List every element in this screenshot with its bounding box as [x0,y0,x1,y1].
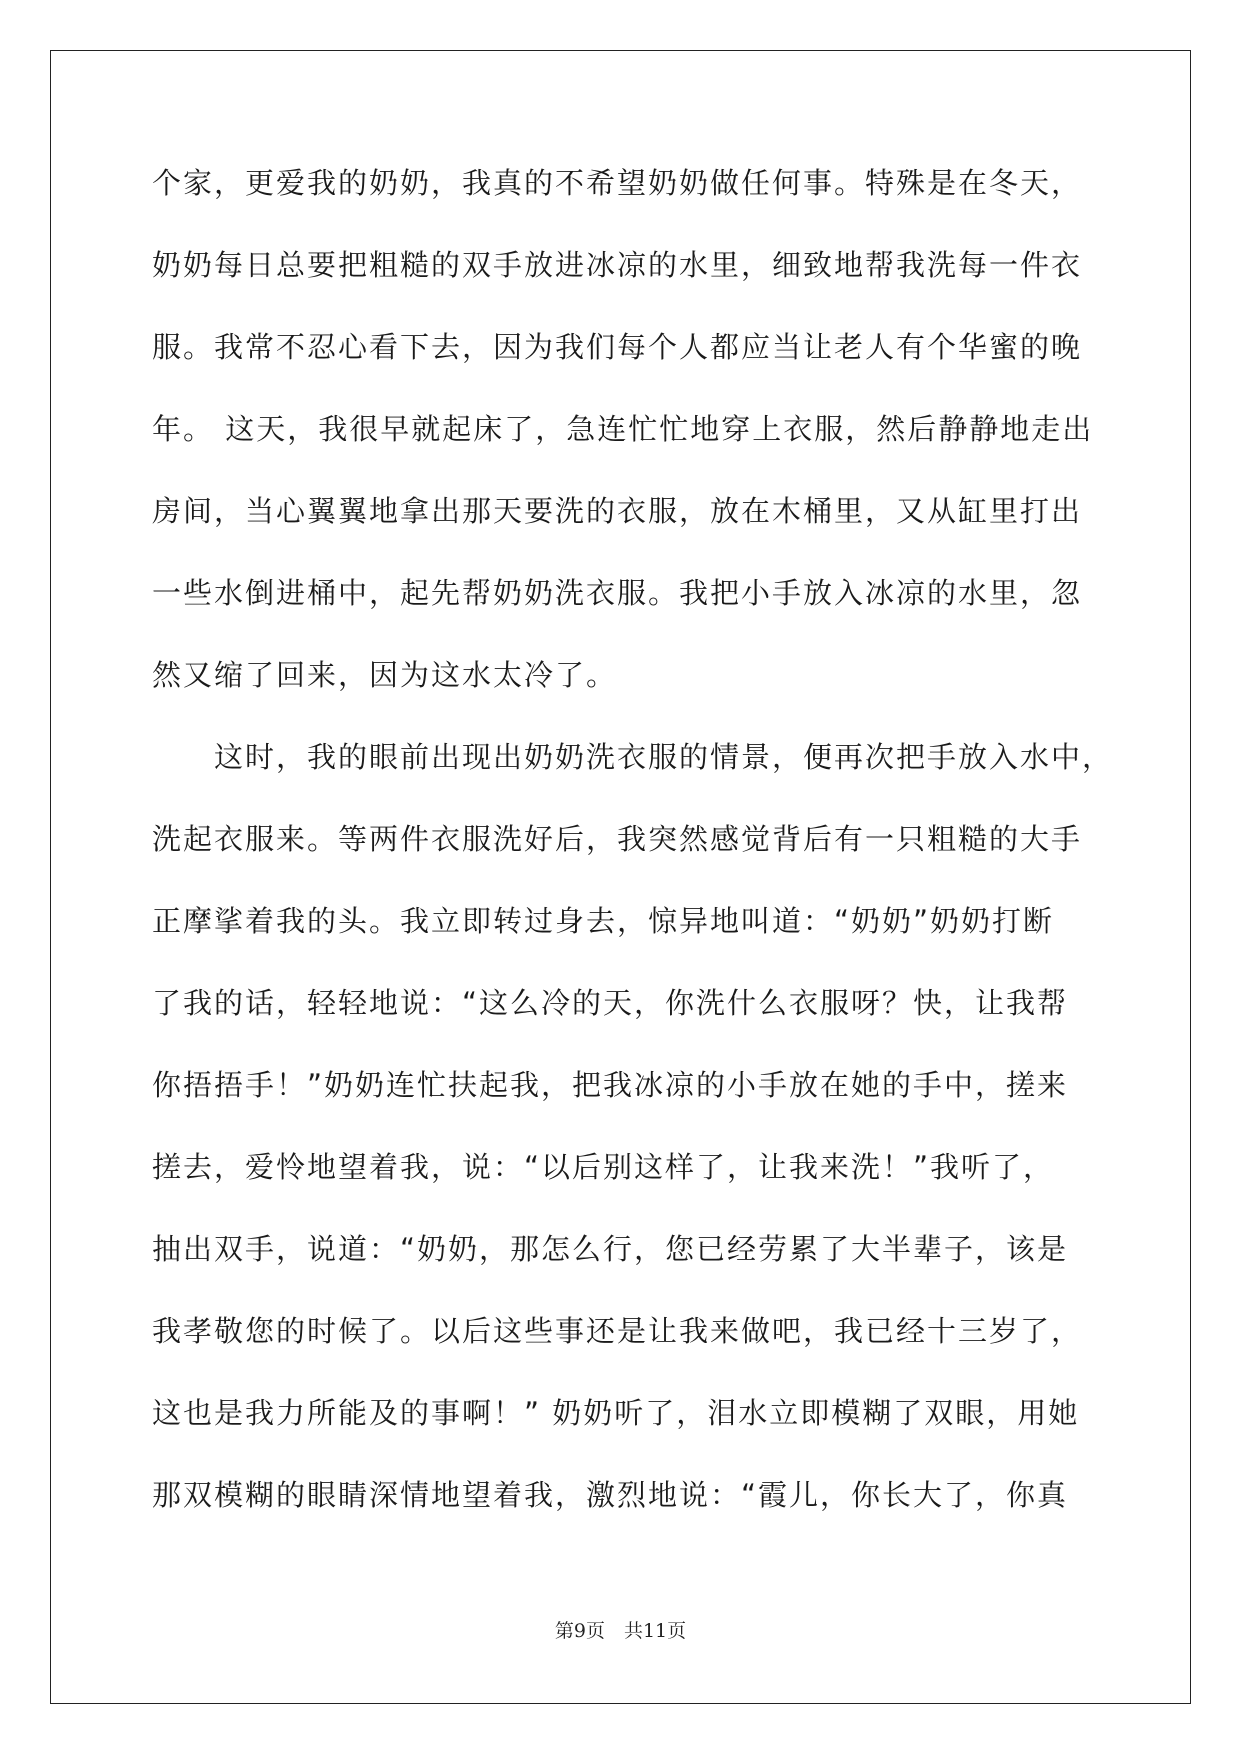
text-line: 正摩挲着我的头。我立即转过身去，惊异地叫道：“奶奶”奶奶打断 [152,904,1055,938]
text-line: 那双模糊的眼睛深情地望着我，激烈地说：“霞儿，你长大了，你真 [152,1478,1069,1512]
text-line: 洗起衣服来。等两件衣服洗好后，我突然感觉背后有一只粗糙的大手 [152,822,1083,856]
page-footer [0,1616,1241,1643]
text-line: 我孝敬您的时候了。以后这些事还是让我来做吧，我已经十三岁了， [152,1314,1083,1348]
text-line: 了我的话，轻轻地说：“这么冷的天，你洗什么衣服呀？快，让我帮 [152,986,1069,1020]
text-line: 然又缩了回来，因为这水太冷了。 [152,658,618,692]
text-line: 抽出双手，说道：“奶奶，那怎么行，您已经劳累了大半辈子，该是 [152,1232,1069,1266]
text-line: 这也是我力所能及的事啊！” 奶奶听了，泪水立即模糊了双眼，用她 [152,1396,1080,1430]
text-line: 搓去，爱怜地望着我，说：“以后别这样了，让我来洗！”我听了， [152,1150,1055,1184]
text-line: 年。 这天，我很早就起床了，急连忙忙地穿上衣服，然后静静地走出 [152,412,1094,446]
text-line: 服。我常不忍心看下去，因为我们每个人都应当让老人有个华蜜的晚 [152,330,1083,364]
text-line: 这时，我的眼前出现出奶奶洗衣服的情景，便再次把手放入水中， [152,740,1114,774]
text-line: 你捂捂手！”奶奶连忙扶起我，把我冰凉的小手放在她的手中，搓来 [152,1068,1069,1102]
document-body [152,158,1114,1552]
text-line: 个家，更爱我的奶奶，我真的不希望奶奶做任何事。特殊是在冬天， [152,166,1083,200]
text-line: 一些水倒进桶中，起先帮奶奶洗衣服。我把小手放入冰凉的水里，忽 [152,576,1083,610]
text-line: 奶奶每日总要把粗糙的双手放进冰凉的水里，细致地帮我洗每一件衣 [152,248,1083,282]
page-number: 第9页 共11页 [554,1620,687,1642]
text-line: 房间，当心翼翼地拿出那天要洗的衣服，放在木桶里，又从缸里打出 [152,494,1083,528]
